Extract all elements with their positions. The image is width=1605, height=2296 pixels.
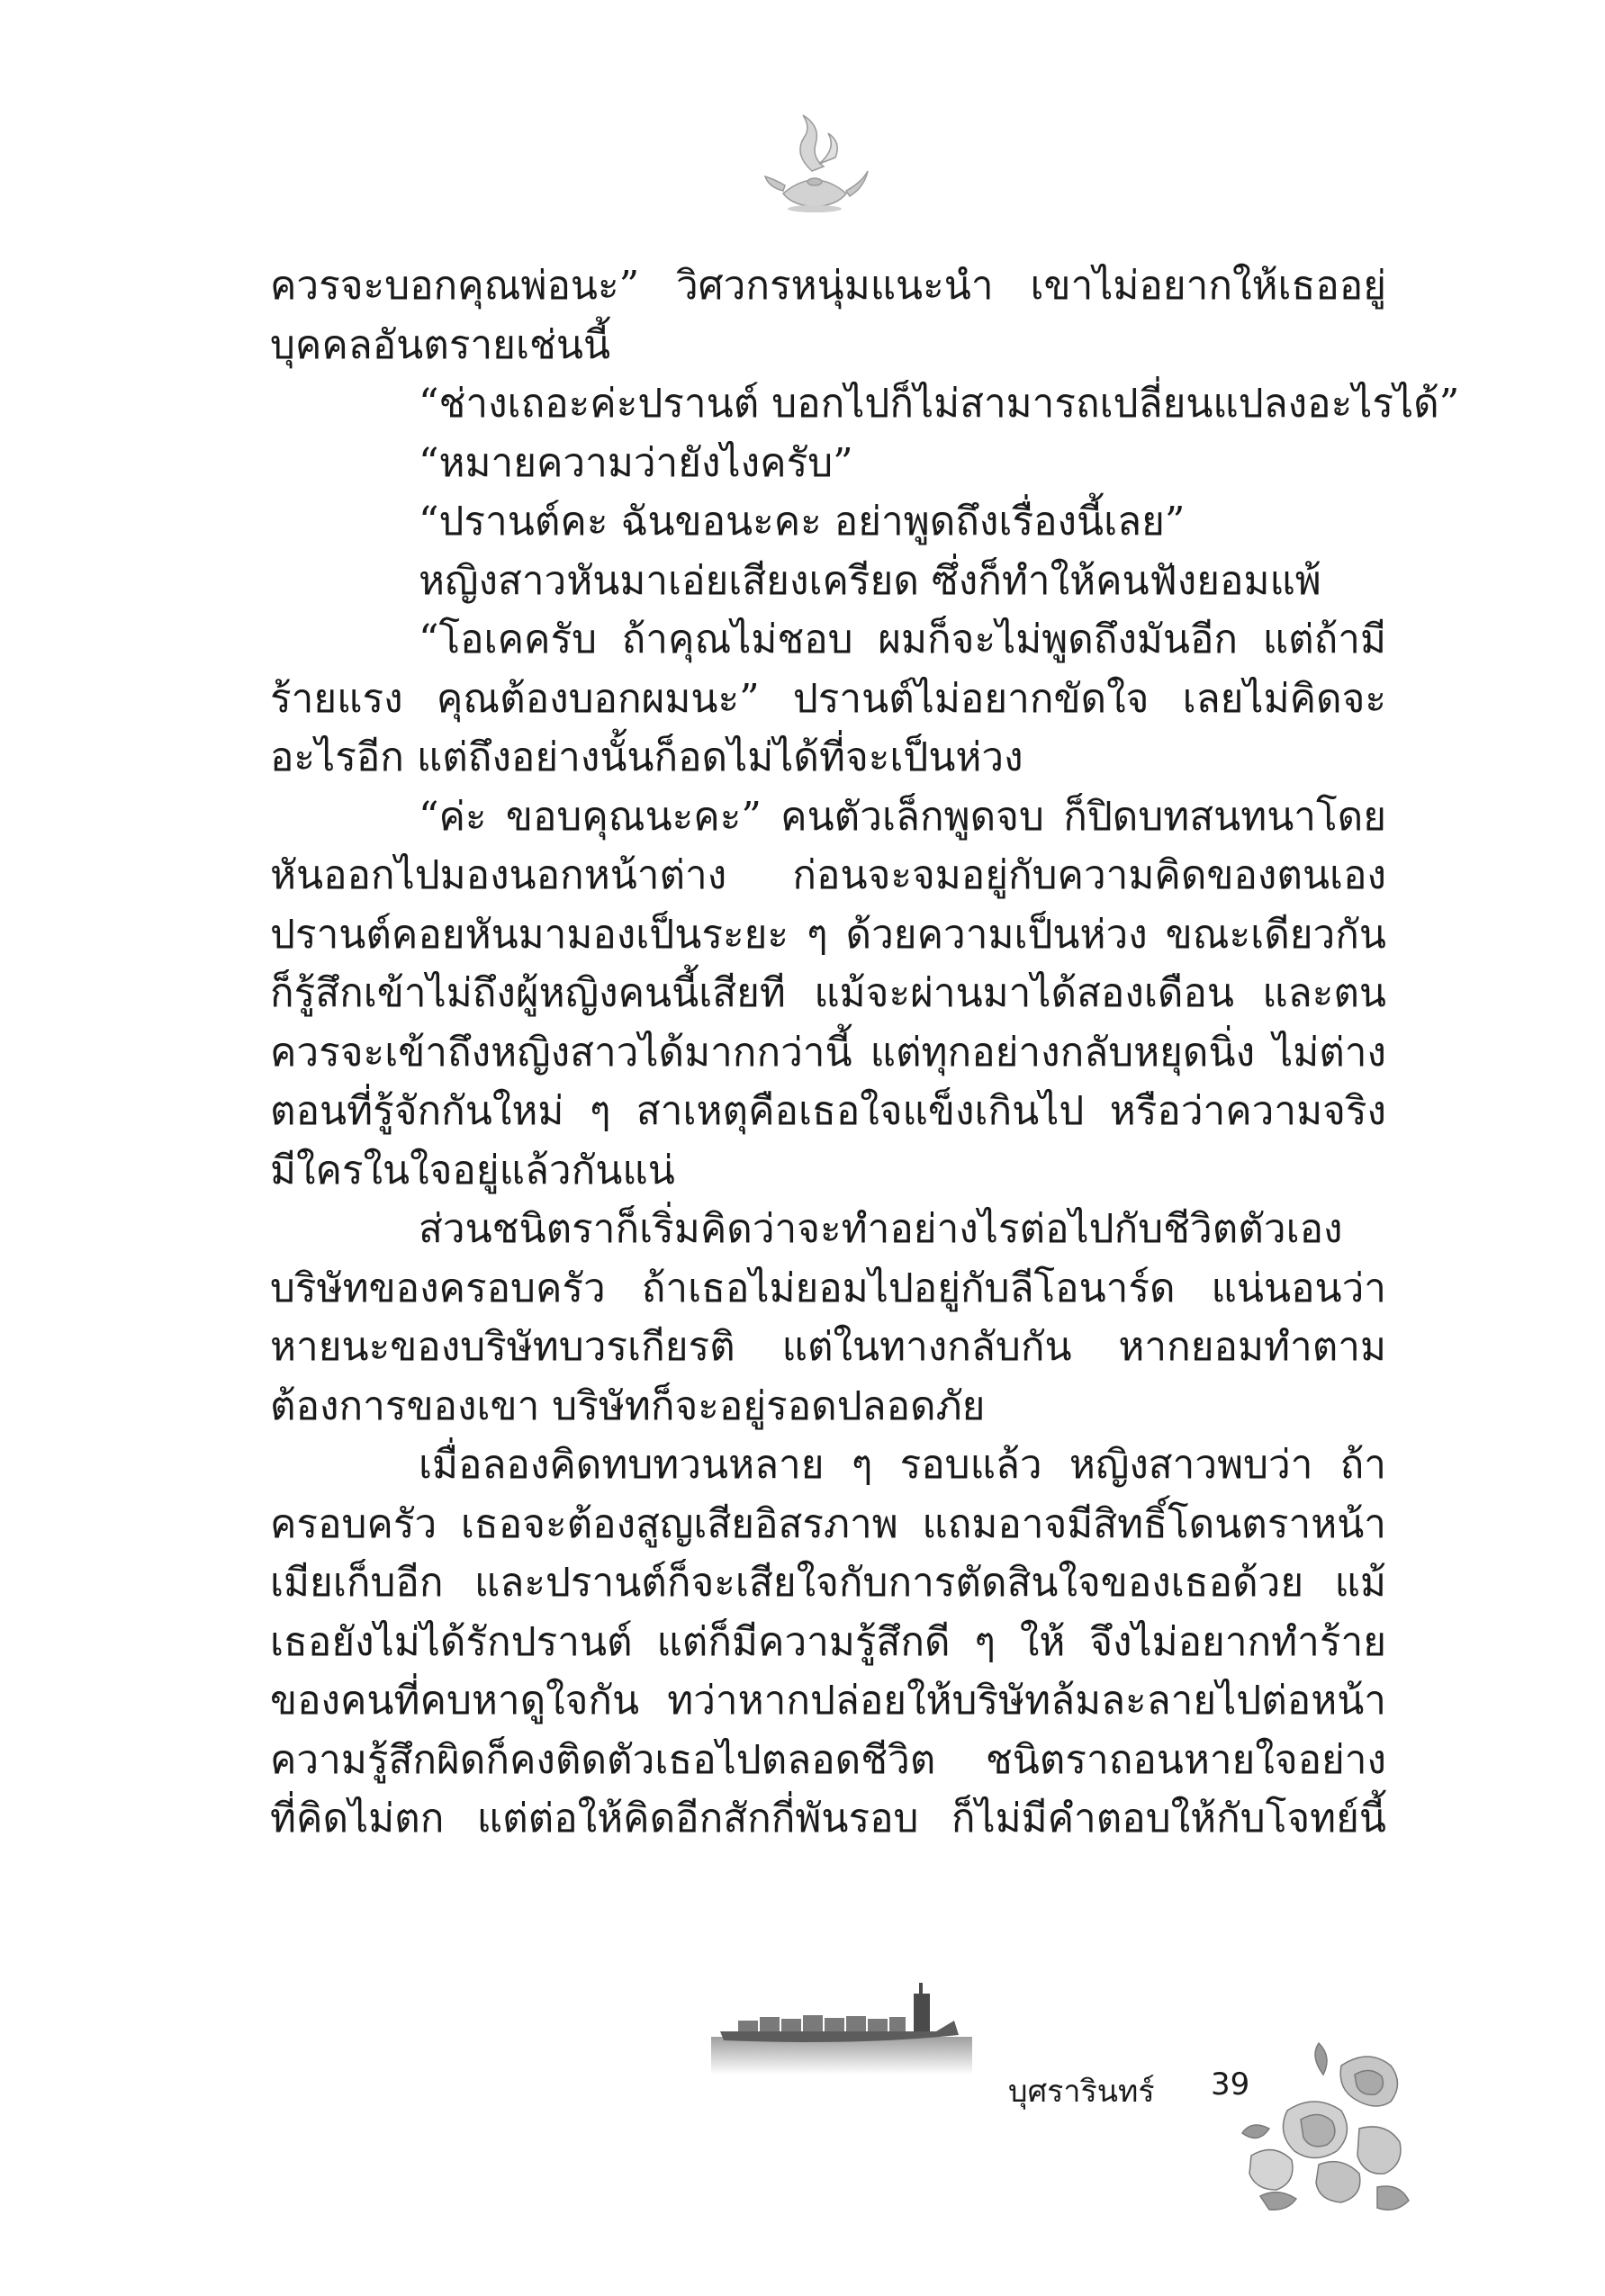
text-line: ก็รู้สึกเข้าไม่ถึงผู้หญิงคนนี้เสียที แม้จะผ่านมาได้สองเดือน และตน — [270, 970, 1386, 1016]
text-line: “โอเคครับ ถ้าคุณไม่ชอบ ผมก็จะไม่พูดถึงมันอีก แต่ถ้ามี — [419, 617, 1386, 662]
rose-ornament-icon — [1233, 2039, 1413, 2219]
text-line: ควรจะบอกคุณพ่อนะ” วิศวกรหนุ่มแนะนำ เขาไม่อยากให้เธออยู่ — [270, 263, 1386, 309]
text-line: บุคคลอันตรายเช่นนี้ — [270, 321, 611, 368]
text-line: เมื่อลองคิดทบทวนหลาย ๆ รอบแล้ว หญิงสาวพบว่า ถ้า — [419, 1442, 1386, 1488]
text-line: ตอนที่รู้จักกันใหม่ ๆ สาเหตุคือเธอใจแข็งเกินไป หรือว่าความจริง — [270, 1088, 1386, 1134]
text-line: ความรู้สึกผิดก็คงติดตัวเธอไปตลอดชีวิต ชนิตราถอนหายใจอย่าง — [270, 1736, 1386, 1783]
text-line: ร้ายแรง คุณต้องบอกผมนะ” ปรานต์ไม่อยากขัดใจ เลยไม่คิดจะ — [270, 675, 1386, 722]
text-line: หันออกไปมองนอกหน้าต่าง ก่อนจะจมอยู่กับความคิดของตนเอง — [270, 852, 1386, 898]
text-line: “ค่ะ ขอบคุณนะคะ” คนตัวเล็กพูดจบ ก็ปิดบทสนทนาโดย — [419, 793, 1386, 840]
ship-illustration-icon — [711, 1976, 972, 2075]
text-line: อะไรอีก แต่ถึงอย่างนั้นก็อดไม่ได้ที่จะเป็นห่วง — [270, 734, 1023, 780]
text-line: ควรจะเข้าถึงหญิงสาวได้มากกว่านี้ แต่ทุกอย่างกลับหยุดนิ่ง ไม่ต่าง — [270, 1029, 1386, 1076]
text-line: เธอยังไม่ได้รักปรานต์ แต่ก็มีความรู้สึกดี ๆ ให้ จึงไม่อยากทำร้าย — [270, 1618, 1386, 1665]
text-line: “หมายความว่ายังไงครับ” — [419, 439, 853, 486]
text-line: เมียเก็บอีก และปรานต์ก็จะเสียใจกับการตัดสินใจของเธอด้วย แม้ — [270, 1560, 1386, 1606]
footer-author: บุศรารินทร์ — [1008, 2074, 1155, 2110]
text-line: มีใครในใจอยู่แล้วกันแน่ — [270, 1147, 675, 1193]
text-line: ต้องการของเขา บริษัทก็จะอยู่รอดปลอดภัย — [270, 1382, 986, 1429]
text-line: “ช่างเถอะค่ะปรานต์ บอกไปก็ไม่สามารถเปลี่ยนแปลงอะไรได้” — [419, 381, 1460, 427]
text-line: หายนะของบริษัทบวรเกียรติ แต่ในทางกลับกัน หากยอมทำตาม — [270, 1324, 1386, 1370]
page-number: 39 — [1211, 2066, 1250, 2102]
text-line: ปรานต์คอยหันมามองเป็นระยะ ๆ ด้วยความเป็นห่วง ขณะเดียวกัน — [270, 911, 1386, 958]
teapot-ornament-icon — [756, 108, 873, 216]
text-line: ครอบครัว เธอจะต้องสูญเสียอิสรภาพ แถมอาจมีสิทธิ์โดนตราหน้า — [270, 1500, 1386, 1547]
text-line: ของคนที่คบหาดูใจกัน ทว่าหากปล่อยให้บริษัทล้มละลายไปต่อหน้า — [270, 1678, 1386, 1724]
body-text — [270, 257, 1460, 1849]
text-line: “ปรานต์คะ ฉันขอนะคะ อย่าพูดถึงเรื่องนี้เลย” — [419, 499, 1186, 545]
text-line: หญิงสาวหันมาเอ่ยเสียงเครียด ซึ่งก็ทำให้คนฟังยอมแพ้ — [419, 557, 1321, 604]
text-line: ที่คิดไม่ตก แต่ต่อให้คิดอีกสักกี่พันรอบ ก็ไม่มีคำตอบให้กับโจทย์นี้ — [270, 1796, 1386, 1841]
text-line: ส่วนชนิตราก็เริ่มคิดว่าจะทำอย่างไรต่อไปกับชีวิตตัวเอง — [419, 1206, 1343, 1252]
text-line: บริษัทของครอบครัว ถ้าเธอไม่ยอมไปอยู่กับลีโอนาร์ด แน่นอนว่า — [270, 1265, 1386, 1311]
